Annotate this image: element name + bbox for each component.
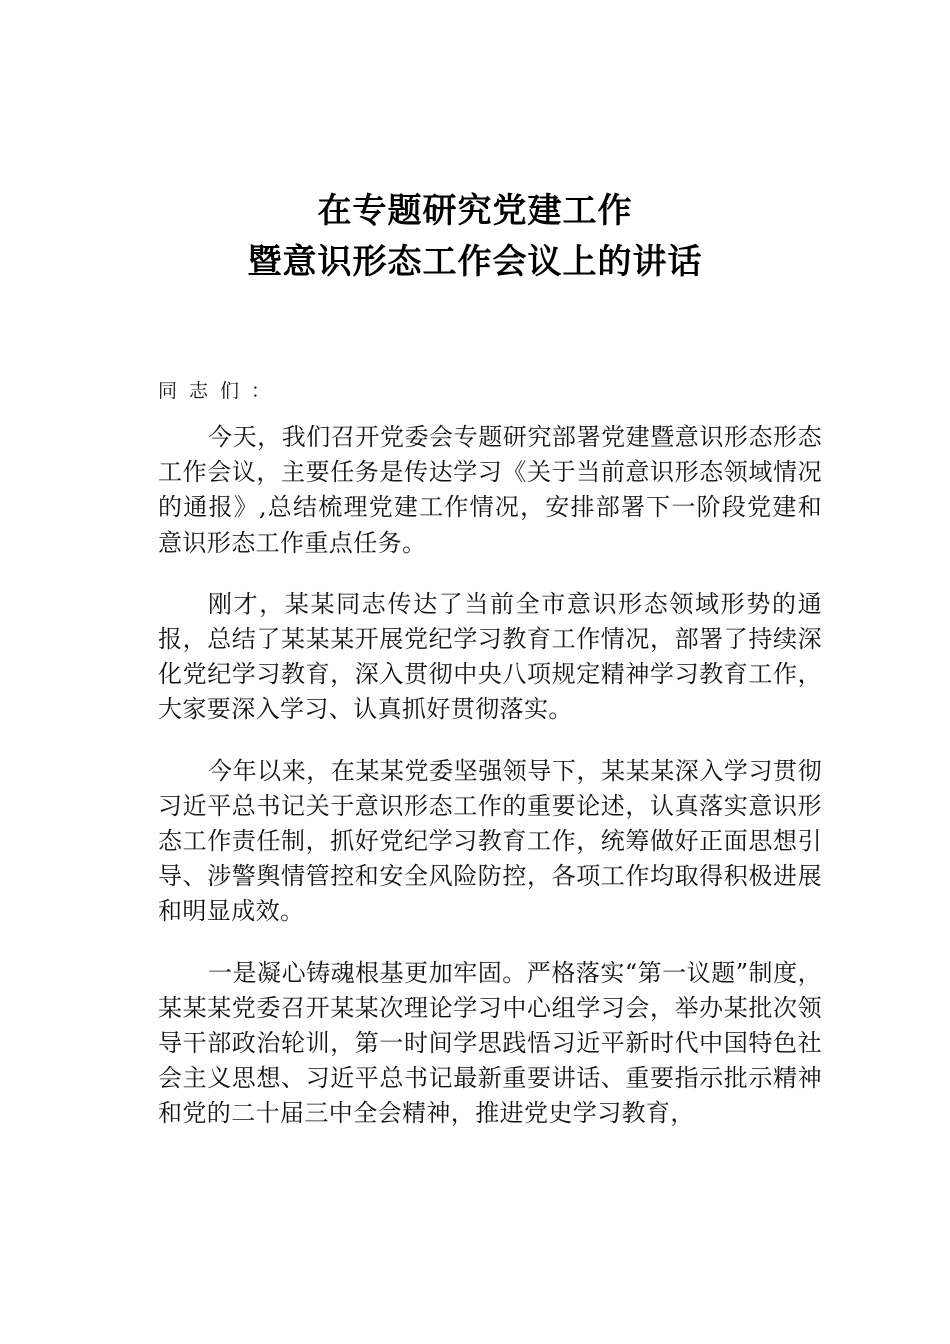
document-title [0, 186, 950, 288]
title-line-1: 在专题研究党建工作 [317, 191, 633, 231]
paragraph: 一是凝心铸魂根基更加牢固。严格落实“第一议题”制度，某某某党委召开某某次理论学习中心组学习会，举办某批次领导干部政治轮训，第一时间学思践悟习近平新时代中国特色社会主义思想、习近平总书记最新重要讲话、重要指示批示精神和党的二十届三中全会精神，推进党史学习教育， [158, 958, 822, 1128]
title-line-2: 暨意识形态工作会议上的讲话 [247, 242, 703, 282]
speech-body [158, 420, 822, 1158]
paragraph: 今年以来，在某某党委坚强领导下，某某某深入学习贯彻习近平总书记关于意识形态工作的重要论述，认真落实意识形态工作责任制，抓好党纪学习教育工作，统筹做好正面思想引导、涉警舆情管控和安全风险防控，各项工作均取得积极进展和明显成效。 [158, 756, 822, 926]
paragraph: 今天，我们召开党委会专题研究部署党建暨意识形态形态工作会议，主要任务是传达学习《关于当前意识形态领域情况的通报》,总结梳理党建工作情况，安排部署下一阶段党建和意识形态工作重点任务。 [158, 423, 822, 557]
salutation: 同志们： [158, 380, 283, 402]
paragraph: 刚才，某某同志传达了当前全市意识形态领域形势的通报，总结了某某某开展党纪学习教育工作情况，部署了持续深化党纪学习教育，深入贯彻中央八项规定精神学习教育工作，大家要深入学习、认真抓好贯彻落实。 [158, 589, 822, 724]
